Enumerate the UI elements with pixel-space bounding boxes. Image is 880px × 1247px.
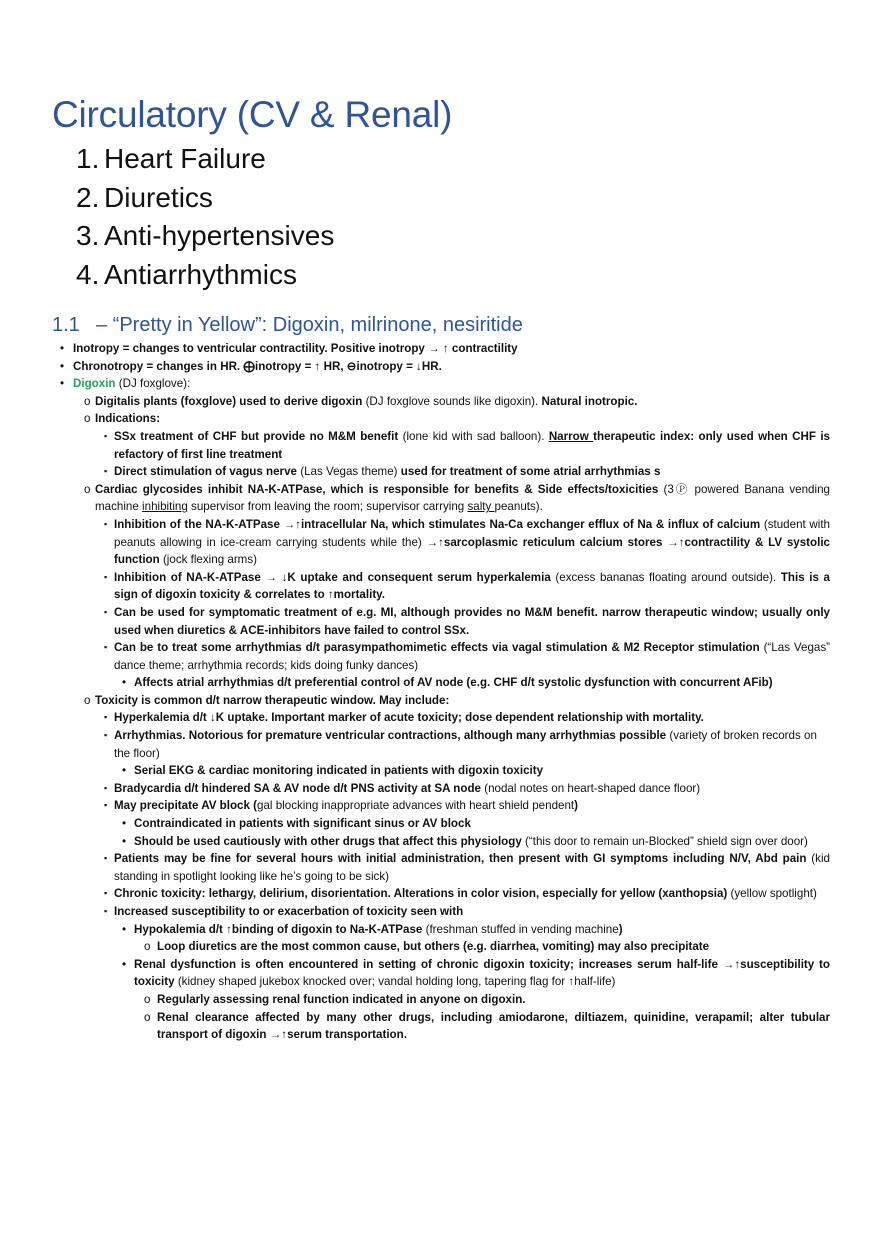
toc-item-antiarrhythmics bbox=[76, 256, 334, 295]
text: salty bbox=[467, 500, 495, 514]
disc-bullet-icon: • bbox=[122, 834, 127, 848]
text: Increased susceptibility to or exacerbation of toxicity seen with bbox=[114, 905, 464, 918]
text: used for treatment of some atrial arrhythmias s bbox=[400, 465, 661, 479]
text: Renal dysfunction is often encountered in setting of chronic digoxin toxicity; increases serum half-life →↑susceptibility to toxicity bbox=[134, 957, 830, 989]
square-bullet-icon: ▪ bbox=[104, 888, 108, 899]
text: Bradycardia d/t hindered SA & AV node d/t PNS activity at SA node bbox=[114, 781, 481, 795]
list-item bbox=[60, 921, 830, 939]
toc-item-heart-failure bbox=[76, 140, 334, 179]
disc-bullet-icon: • bbox=[60, 359, 65, 373]
text: (yellow spotlight) bbox=[727, 887, 817, 901]
text: (3Ⓟ powered Banana vending machine bbox=[95, 482, 830, 514]
toc-num: 2. bbox=[76, 181, 100, 213]
text: Chronotropy = changes in HR. ⨁inotropy = ↑ HR, ⊖inotropy = ↓HR. bbox=[73, 359, 442, 373]
toc-label: Diuretics bbox=[104, 181, 213, 213]
list-item bbox=[60, 481, 830, 516]
table-of-contents bbox=[76, 140, 334, 294]
text: ) bbox=[618, 922, 623, 936]
circle-bullet-icon: o bbox=[84, 482, 91, 496]
text: Cardiac glycosides inhibit NA-K-ATPase, which is responsible for benefits & Side effects/toxicities bbox=[95, 482, 659, 496]
disc-bullet-icon: • bbox=[60, 342, 65, 355]
text: Indications: bbox=[95, 412, 161, 426]
text: May precipitate AV block ( bbox=[114, 799, 258, 813]
text: Hypokalemia d/t ↑binding of digoxin to Na-K-ATPase bbox=[134, 922, 423, 936]
text: Renal clearance affected by many other drugs, including amiodarone, diltiazem, quinidine, verapamil; alter tubular transport of digoxin →↑serum transportation. bbox=[157, 1010, 830, 1042]
list-item bbox=[60, 956, 830, 991]
text: Direct stimulation of vagus nerve bbox=[114, 465, 297, 479]
circle-bullet-icon: o bbox=[144, 1010, 151, 1024]
circle-bullet-icon: o bbox=[144, 992, 151, 1006]
toc-label: Heart Failure bbox=[104, 143, 266, 174]
notes-body bbox=[60, 340, 830, 1044]
text: SSx treatment of CHF but provide no M&M benefit bbox=[114, 429, 399, 443]
text: (variety of broken records on the floor) bbox=[114, 729, 817, 760]
square-bullet-icon: ▪ bbox=[104, 518, 108, 529]
list-item bbox=[60, 674, 830, 692]
disc-bullet-icon: • bbox=[122, 817, 127, 831]
square-bullet-icon: ▪ bbox=[104, 712, 108, 723]
toc-num: 4. bbox=[76, 258, 100, 290]
text: ) bbox=[574, 799, 579, 813]
section-heading bbox=[52, 314, 523, 337]
square-bullet-icon: ▪ bbox=[104, 642, 108, 653]
circle-bullet-icon: o bbox=[84, 412, 91, 426]
text: Contraindicated in patients with significant sinus or AV block bbox=[134, 817, 471, 831]
list-item bbox=[60, 692, 830, 710]
toc-item-diuretics bbox=[76, 179, 334, 218]
text: inhibiting bbox=[142, 500, 188, 514]
list-item bbox=[60, 358, 830, 376]
text: Arrhythmias. Notorious for premature ventricular contractions, although many arrhythmias possible bbox=[114, 729, 667, 743]
toc-item-anti-hypertensives bbox=[76, 217, 334, 256]
text: (DJ foxglove): bbox=[115, 377, 191, 391]
list-item bbox=[60, 639, 830, 674]
text: (lone kid with sad balloon). bbox=[398, 429, 549, 443]
list-item bbox=[60, 375, 830, 393]
text: Serial EKG & cardiac monitoring indicated in patients with digoxin toxicity bbox=[134, 764, 544, 778]
text: (nodal notes on heart-shaped dance floor) bbox=[481, 781, 701, 795]
text: Toxicity is common d/t narrow therapeutic window. May include: bbox=[95, 693, 450, 707]
text: (“Las Vegas” dance theme; arrhythmia records; kids doing funky dances) bbox=[114, 641, 830, 672]
square-bullet-icon: ▪ bbox=[104, 606, 108, 617]
section-title: – “Pretty in Yellow”: Digoxin, milrinone, nesiritide bbox=[96, 314, 523, 336]
list-item bbox=[60, 604, 830, 639]
text: Affects atrial arrhythmias d/t preferential control of AV node (e.g. CHF d/t systolic dysfunction with concurrent AFib) bbox=[134, 676, 773, 690]
text: Inhibition of the NA-K-ATPase →↑intracellular Na, which stimulates Na-Ca exchanger efflux of Na & influx of calcium bbox=[114, 517, 761, 531]
list-item bbox=[60, 569, 830, 604]
list-item bbox=[60, 428, 830, 463]
text: Chronic toxicity: lethargy, delirium, disorientation. Alterations in color vision, especially for yellow (xanthopsia) bbox=[114, 887, 728, 901]
disc-bullet-icon: • bbox=[122, 922, 127, 936]
square-bullet-icon: ▪ bbox=[104, 466, 108, 477]
text: Regularly assessing renal function indicated in anyone on digoxin. bbox=[157, 992, 526, 1006]
circle-bullet-icon: o bbox=[84, 693, 91, 707]
text: Loop diuretics are the most common cause, but others (e.g. diarrhea, vomiting) may also precipitate bbox=[157, 940, 710, 954]
square-bullet-icon: ▪ bbox=[104, 800, 108, 811]
square-bullet-icon: ▪ bbox=[104, 782, 108, 793]
text: supervisor from leaving the room; supervisor carrying bbox=[187, 500, 468, 514]
toc-label: Antiarrhythmics bbox=[104, 258, 297, 290]
text: gal blocking inappropriate advances with heart shield pendent bbox=[257, 799, 575, 813]
list-item bbox=[60, 780, 830, 798]
list-item bbox=[60, 1009, 830, 1044]
list-item bbox=[60, 762, 830, 780]
list-item bbox=[60, 516, 830, 569]
circle-bullet-icon: o bbox=[84, 394, 91, 408]
square-bullet-icon: ▪ bbox=[104, 730, 108, 741]
toc-label: Anti-hypertensives bbox=[104, 220, 335, 251]
digoxin-label: Digoxin bbox=[73, 377, 116, 391]
section-number: 1.1 bbox=[52, 314, 80, 336]
page-title: Circulatory (CV & Renal) bbox=[52, 94, 453, 135]
list-item bbox=[60, 903, 830, 921]
list-item bbox=[60, 393, 830, 411]
disc-bullet-icon: • bbox=[122, 957, 127, 971]
list-item bbox=[60, 885, 830, 903]
text: therapeutic index: only used when CHF is refactory of first line treatment bbox=[114, 429, 830, 461]
text: Should be used cautiously with other drugs that affect this physiology bbox=[134, 834, 522, 848]
text: This is a sign of digoxin toxicity & correlates to ↑mortality. bbox=[114, 570, 830, 602]
text: (kid standing in spotlight looking like he’s going to be sick) bbox=[114, 852, 830, 883]
list-item bbox=[60, 850, 830, 885]
text: (freshman stuffed in vending machine bbox=[422, 922, 619, 936]
toc-num: 1. bbox=[76, 143, 100, 174]
list-item bbox=[60, 938, 830, 956]
text: Can be to treat some arrhythmias d/t parasympathomimetic effects via vagal stimulation & M2 Receptor stimulation bbox=[114, 641, 760, 655]
text: Natural inotropic. bbox=[541, 394, 638, 408]
text: (jock flexing arms) bbox=[159, 553, 257, 567]
text: (excess bananas floating around outside). bbox=[550, 570, 781, 584]
list-item bbox=[60, 797, 830, 815]
square-bullet-icon: ▪ bbox=[104, 906, 108, 916]
list-item bbox=[60, 833, 830, 851]
text: (Las Vegas theme) bbox=[296, 465, 401, 479]
list-item bbox=[60, 463, 830, 481]
text: (DJ foxglove sounds like digoxin). bbox=[362, 394, 542, 408]
list-item bbox=[60, 410, 830, 428]
list-item bbox=[60, 340, 830, 358]
text: Hyperkalemia d/t ↓K uptake. Important marker of acute toxicity; dose dependent relationship with mortality. bbox=[114, 711, 704, 725]
list-item bbox=[60, 815, 830, 833]
list-item bbox=[60, 709, 830, 727]
text: Narrow bbox=[548, 429, 594, 443]
text: Patients may be fine for several hours with initial administration, then present with GI symptoms including N/V, Abd pain bbox=[114, 852, 807, 866]
disc-bullet-icon: • bbox=[122, 676, 127, 690]
text: Digitalis plants (foxglove) used to derive digoxin bbox=[95, 394, 363, 408]
text: →↑sarcoplasmic reticulum calcium stores →↑contractility & LV systolic function bbox=[114, 535, 830, 567]
square-bullet-icon: ▪ bbox=[104, 430, 108, 441]
square-bullet-icon: ▪ bbox=[104, 571, 108, 582]
toc-num: 3. bbox=[76, 220, 100, 251]
disc-bullet-icon: • bbox=[122, 764, 127, 778]
text: Can be used for symptomatic treatment of e.g. MI, although provides no M&M benefit. narrow therapeutic window; usually only used when diuretics & ACE-inhibitors have failed to control SSx. bbox=[114, 605, 830, 637]
disc-bullet-icon: • bbox=[60, 377, 65, 391]
circle-bullet-icon: o bbox=[144, 940, 151, 954]
text: peanuts). bbox=[494, 500, 543, 514]
text: Inotropy = changes to ventricular contractility. Positive inotropy → ↑ contractility bbox=[73, 342, 518, 355]
text: Inhibition of NA-K-ATPase → ↓K uptake and consequent serum hyperkalemia bbox=[114, 570, 551, 584]
text: (kidney shaped jukebox knocked over; vandal holding long, tapering flag for ↑half-life) bbox=[174, 975, 616, 989]
text: (“this door to remain un-Blocked” shield sign over door) bbox=[521, 834, 808, 848]
square-bullet-icon: ▪ bbox=[104, 853, 108, 864]
list-item bbox=[60, 727, 830, 762]
text: (student with peanuts allowing in ice-cream carrying students while the) bbox=[114, 517, 830, 549]
list-item bbox=[60, 991, 830, 1009]
